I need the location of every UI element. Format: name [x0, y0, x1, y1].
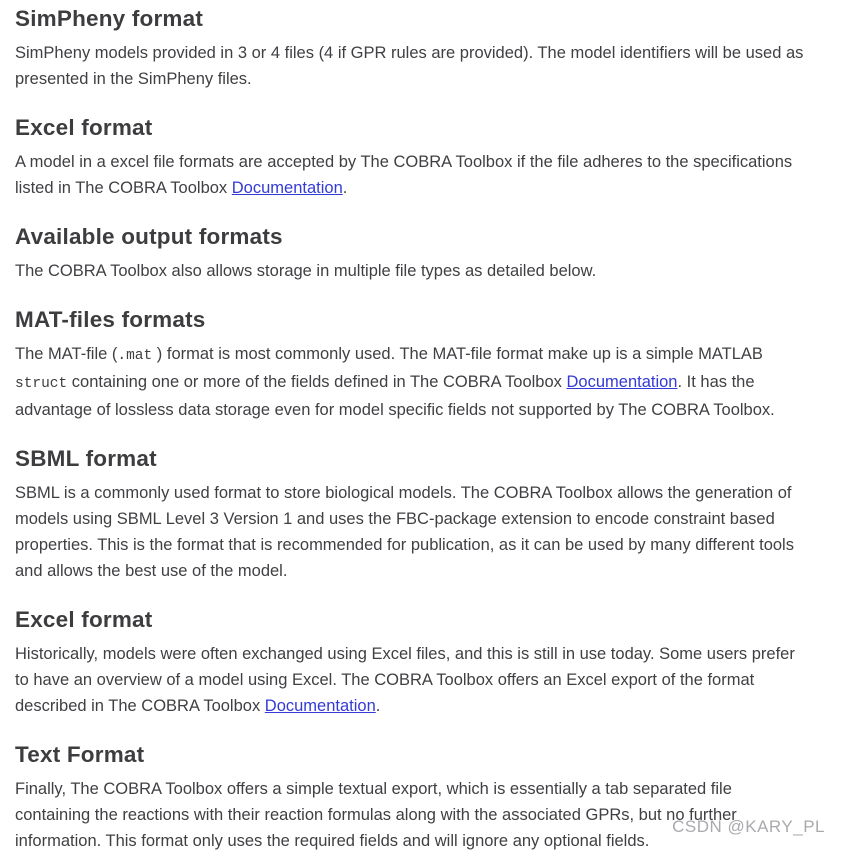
body-text: to have an overview of a model using Excel. The COBRA Toolbox offers an Excel export of the format: [15, 671, 755, 689]
body-text: presented in the SimPheny files.: [15, 70, 252, 88]
section-paragraph: [15, 149, 841, 201]
body-text: properties. This is the format that is recommended for publication, as it can be used by many different tools: [15, 536, 794, 554]
body-text: described in The COBRA Toolbox: [15, 697, 265, 715]
body-text: containing one or more of the fields defined in The COBRA Toolbox: [67, 373, 567, 391]
section: [15, 7, 841, 92]
body-text: ) format is most commonly used. The MAT-file format make up is a simple MATLAB: [152, 345, 763, 363]
paragraph-line: [15, 369, 841, 397]
body-text: Finally, The COBRA Toolbox offers a simple textual export, which is essentially a tab separated file: [15, 780, 732, 798]
paragraph-line: [15, 667, 841, 693]
body-text: advantage of lossless data storage even for model specific fields not supported by The COBRA Toolbox.: [15, 401, 775, 419]
body-text: listed in The COBRA Toolbox: [15, 179, 232, 197]
paragraph-line: [15, 776, 841, 802]
section-heading: SimPheny format: [15, 6, 204, 31]
body-text: containing the reactions with their reaction formulas along with the associated GPRs, but no further: [15, 806, 737, 824]
section-paragraph: [15, 480, 841, 584]
paragraph-line: [15, 558, 841, 584]
section: [15, 225, 841, 284]
paragraph-line: [15, 175, 841, 201]
section: [15, 608, 841, 719]
section-paragraph: [15, 258, 841, 284]
section: [15, 116, 841, 201]
documentation-link[interactable]: Documentation: [566, 373, 678, 391]
section: [15, 743, 841, 854]
body-text: information. This format only uses the required fields and will ignore any optional fields.: [15, 832, 650, 850]
body-text: models using SBML Level 3 Version 1 and uses the FBC-package extension to encode constraint based: [15, 510, 775, 528]
body-text: . It has the: [677, 373, 755, 391]
body-text: and allows the best use of the model.: [15, 562, 288, 580]
paragraph-line: [15, 149, 841, 175]
section-paragraph: [15, 641, 841, 719]
section-heading: Available output formats: [15, 224, 283, 249]
inline-code: .mat: [117, 348, 153, 364]
paragraph-line: [15, 532, 841, 558]
section: [15, 447, 841, 584]
paragraph-line: [15, 480, 841, 506]
body-text: .: [375, 697, 381, 715]
documentation-link[interactable]: Documentation: [264, 697, 376, 715]
body-text: .: [342, 179, 348, 197]
paragraph-line: [15, 66, 841, 92]
body-text: Historically, models were often exchanged using Excel files, and this is still in use today. Some users prefer: [15, 645, 795, 663]
paragraph-line: [15, 693, 841, 719]
body-text: SBML is a commonly used format to store biological models. The COBRA Toolbox allows the generation of: [15, 484, 792, 502]
section-paragraph: [15, 341, 841, 423]
section: [15, 308, 841, 423]
watermark: CSDN @KARY_PL: [672, 817, 825, 836]
section-heading: Excel format: [15, 607, 153, 632]
section-heading: Excel format: [15, 115, 153, 140]
body-text: A model in a excel file formats are accepted by The COBRA Toolbox if the file adheres to the specifications: [15, 153, 793, 171]
section-paragraph: [15, 776, 841, 854]
body-text: The MAT-file (: [15, 345, 118, 363]
inline-code: struct: [15, 376, 68, 392]
paragraph-line: [15, 506, 841, 532]
body-text: The COBRA Toolbox also allows storage in multiple file types as detailed below.: [15, 262, 597, 280]
section-heading: SBML format: [15, 446, 157, 471]
section-paragraph: [15, 40, 841, 92]
documentation-link[interactable]: Documentation: [231, 179, 343, 197]
body-text: SimPheny models provided in 3 or 4 files (4 if GPR rules are provided). The model identifiers will be used as: [15, 44, 804, 62]
paragraph-line: [15, 40, 841, 66]
paragraph-line: [15, 641, 841, 667]
section-heading: MAT-files formats: [15, 307, 206, 332]
section-heading: Text Format: [15, 742, 145, 767]
paragraph-line: [15, 258, 841, 284]
paragraph-line: [15, 341, 841, 369]
paragraph-line: [15, 397, 841, 423]
